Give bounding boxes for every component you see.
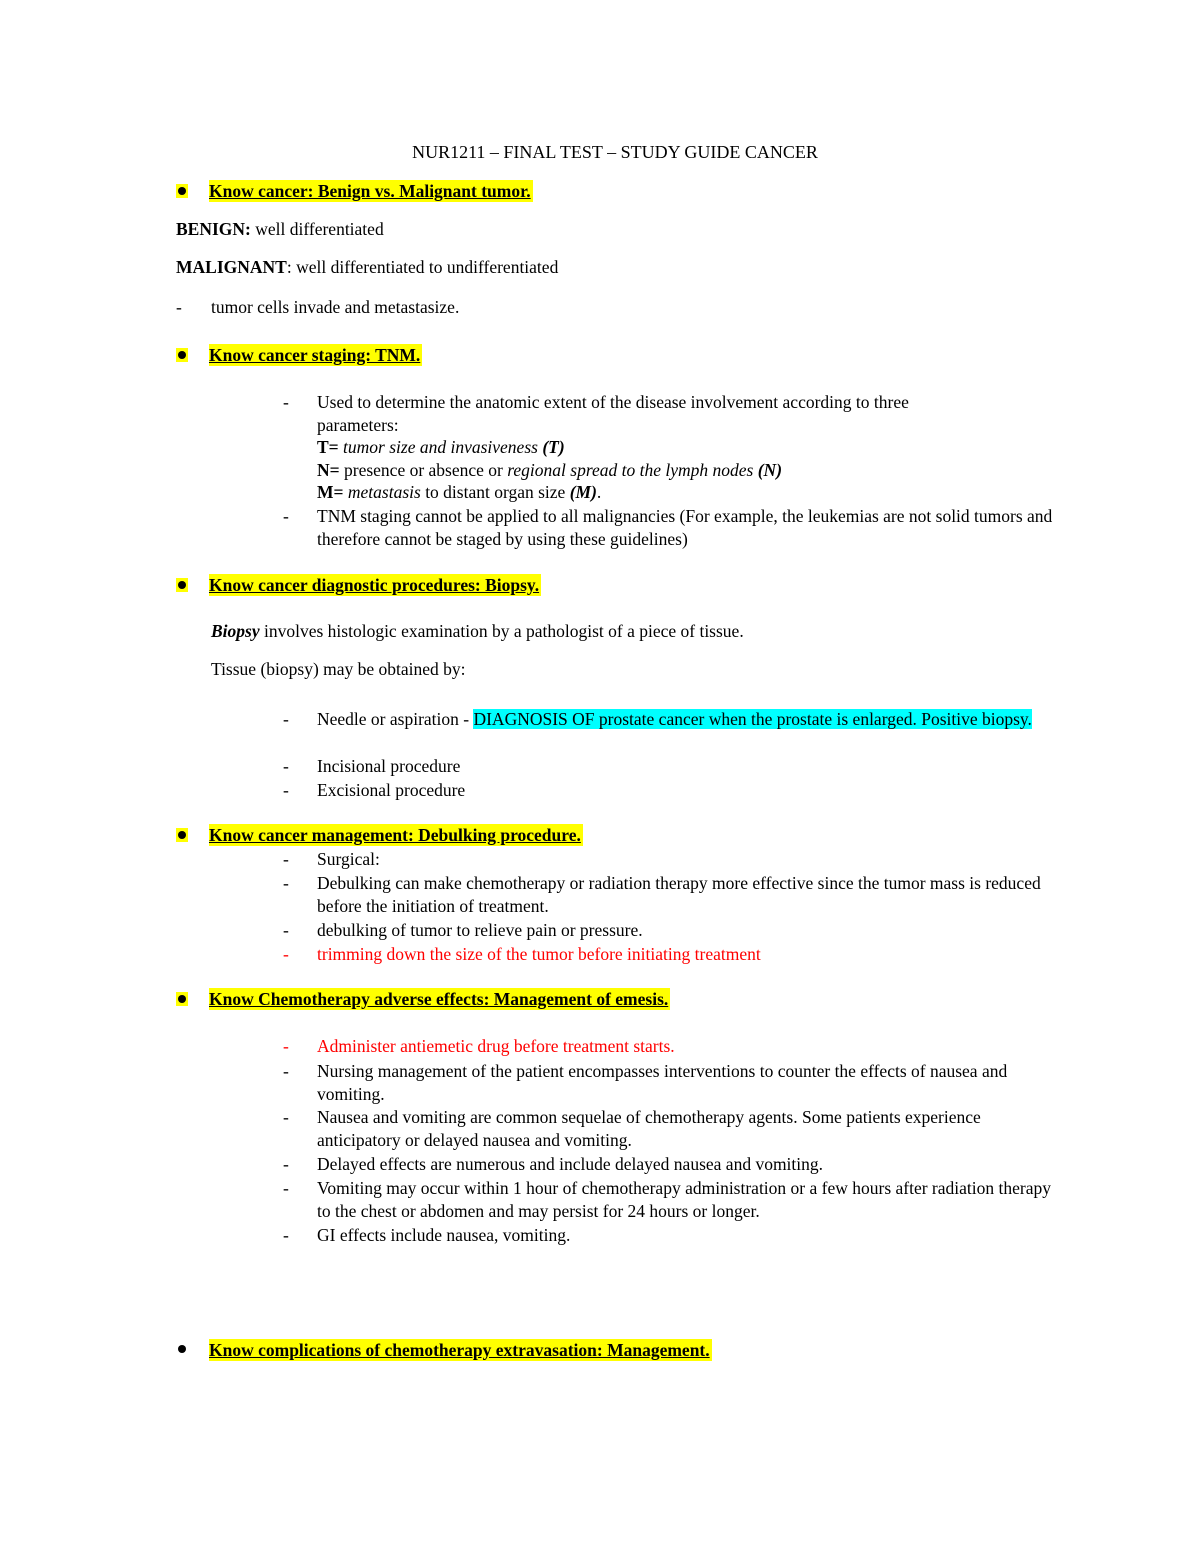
list-item: Nursing management of the patient encompasses interventions to counter the effects of nausea and vomiting. (317, 1061, 1008, 1104)
section-heading-emesis: Know Chemotherapy adverse effects: Management of emesis. (209, 989, 669, 1009)
list-item: Vomiting may occur within 1 hour of chemotherapy administration or a few hours after radiation therapy to the chest or abdomen and may persist for 24 hours or longer. (317, 1178, 1051, 1221)
tissue-intro: Tissue (biopsy) may be obtained by: (211, 659, 466, 679)
dash-marker: - (283, 849, 289, 869)
list-item: Excisional procedure (317, 780, 466, 800)
section-heading-staging: Know cancer staging: TNM. (209, 345, 421, 365)
tnm-t-line: T= tumor size and invasiveness (T) (317, 437, 565, 457)
section-heading-debulking: Know cancer management: Debulking procedure. (209, 825, 581, 845)
tnm-m-line: M= metastasis to distant organ size (M). (317, 482, 602, 502)
benign-definition (176, 218, 384, 240)
bullet-icon (178, 1345, 186, 1353)
dash-marker: - (283, 1178, 289, 1198)
dash-marker: - (283, 1107, 289, 1127)
malignant-label: MALIGNANT (176, 257, 287, 277)
dash-marker: - (283, 873, 289, 893)
bullet-icon (178, 581, 186, 589)
tnm-intro-line1: Used to determine the anatomic extent of the disease involvement according to three (317, 392, 909, 412)
dash-marker: - (283, 1154, 289, 1174)
tnm-intro-line2: parameters: (317, 414, 399, 435)
list-item: Delayed effects are numerous and include delayed nausea and vomiting. (317, 1154, 824, 1174)
list-item: GI effects include nausea, vomiting. (317, 1225, 571, 1245)
list-item: Nausea and vomiting are common sequelae of chemotherapy agents. Some patients experience anticipatory or delayed nausea and vomiting. (317, 1107, 981, 1150)
list-item: Surgical: (317, 849, 380, 869)
list-item (317, 391, 1067, 504)
list-item: Administer antiemetic drug before treatment starts. (317, 1036, 675, 1056)
section-heading-benign-malignant: Know cancer: Benign vs. Malignant tumor. (209, 181, 531, 201)
benign-label: BENIGN: (176, 219, 251, 239)
dash-marker: - (283, 506, 289, 526)
malignant-text: : well differentiated to undifferentiated (286, 257, 559, 277)
dash-marker: - (283, 1225, 289, 1245)
list-item: Needle or aspiration - DIAGNOSIS OF prostate cancer when the prostate is enlarged. Positive biopsy. (317, 709, 1032, 729)
section-heading-extravasation: Know complications of chemotherapy extravasation: Management. (209, 1340, 710, 1360)
biopsy-definition: Biopsy involves histologic examination by a pathologist of a piece of tissue. (211, 621, 744, 641)
dash-marker: - (283, 709, 289, 729)
malignant-definition (176, 256, 558, 278)
dash-marker: - (283, 920, 289, 940)
dash-marker: - (283, 1061, 289, 1081)
list-item: debulking of tumor to relieve pain or pressure. (317, 920, 643, 940)
dash-marker: - (176, 297, 182, 317)
page-title: NUR1211 – FINAL TEST – STUDY GUIDE CANCER (412, 142, 818, 162)
bullet-icon (178, 831, 186, 839)
section-heading-biopsy: Know cancer diagnostic procedures: Biopsy. (209, 575, 540, 595)
list-item: tumor cells invade and metastasize. (211, 297, 460, 317)
dash-marker: - (283, 392, 289, 412)
list-item: Debulking can make chemotherapy or radiation therapy more effective since the tumor mass is reduced before the initiation of treatment. (317, 873, 1041, 916)
bullet-icon (178, 351, 186, 359)
dash-marker: - (283, 1036, 289, 1056)
bullet-icon (178, 187, 186, 195)
dash-marker: - (283, 780, 289, 800)
dash-marker: - (283, 944, 289, 964)
tnm-n-line: N= presence or absence or regional spread to the lymph nodes (N) (317, 459, 783, 480)
list-item: trimming down the size of the tumor before initiating treatment (317, 944, 761, 964)
benign-text: well differentiated (250, 219, 384, 239)
list-item: Incisional procedure (317, 756, 461, 776)
dash-marker: - (283, 756, 289, 776)
bullet-icon (178, 995, 186, 1003)
list-item: TNM staging cannot be applied to all malignancies (For example, the leukemias are not solid tumors and therefore cannot be staged by using these guidelines) (317, 506, 1053, 549)
